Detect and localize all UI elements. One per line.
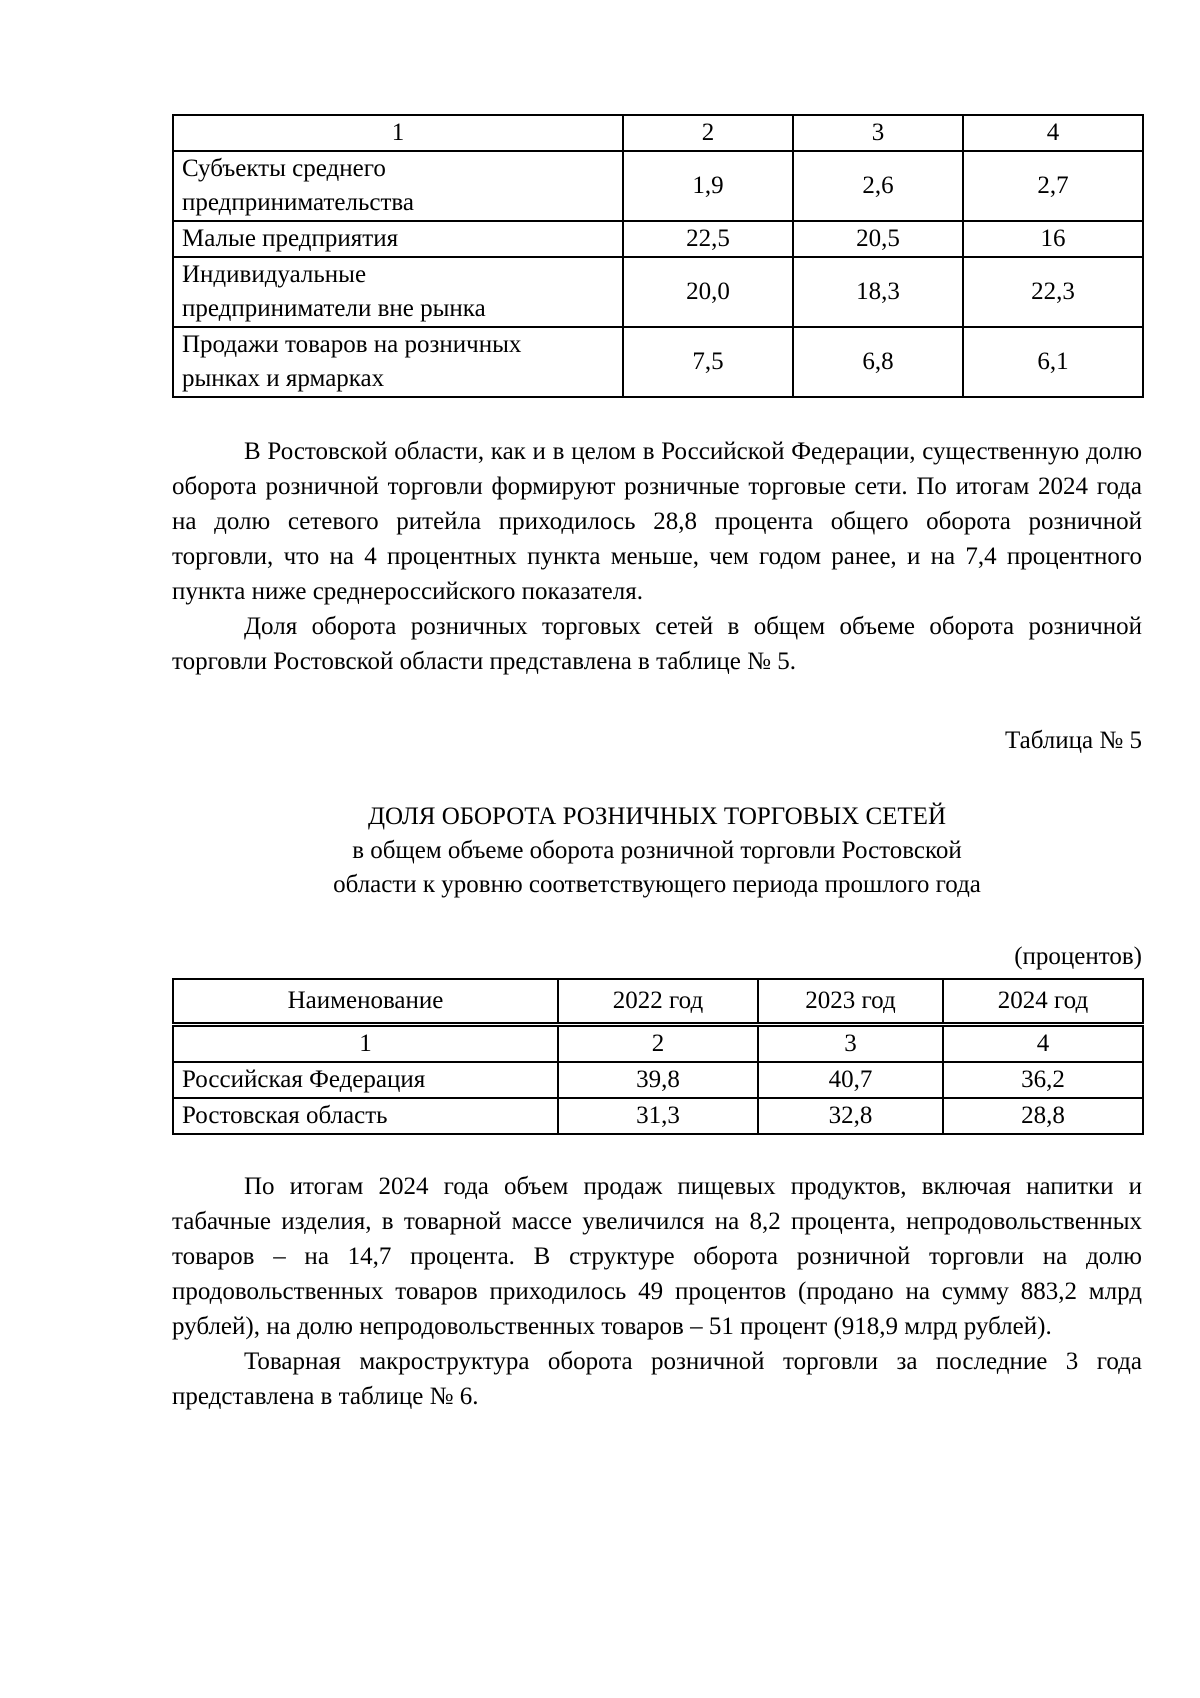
units-label: (процентов): [1014, 943, 1142, 970]
table-row: [173, 327, 1143, 397]
spacer: [172, 1135, 1142, 1169]
value-cell: 20,5: [793, 221, 963, 257]
table-row: [173, 151, 1143, 221]
value-cell: 6,1: [963, 327, 1143, 397]
table-row: [173, 1062, 1143, 1098]
table-numbering-row: [173, 1025, 1143, 1063]
row-name-cell: Российская Федерация: [173, 1062, 558, 1098]
table-row: [173, 257, 1143, 327]
row-name-line: Продажи товаров на розничных: [182, 331, 522, 358]
table-title-line: ДОЛЯ ОБОРОТА РОЗНИЧНЫХ ТОРГОВЫХ СЕТЕЙ: [367, 803, 947, 830]
table-title-line: области к уровню соответствующего периода прошлого года: [333, 871, 981, 898]
row-name-cell: Ростовская область: [173, 1098, 558, 1134]
row-name-cell: [173, 151, 623, 221]
table-5: [172, 978, 1144, 1135]
value-cell: 16: [963, 221, 1143, 257]
table-header-row: [173, 979, 1143, 1025]
body-paragraph: Доля оборота розничных торговых сетей в общем объеме оборота розничной торговли Ростовской области представлена в таблице № 5.: [172, 613, 1142, 675]
body-paragraph: Товарная макроструктура оборота розничной торговли за последние 3 года представлена в таблице № 6.: [172, 1348, 1142, 1410]
header-cell: 2022 год: [558, 979, 758, 1025]
column-number-cell: 1: [173, 1025, 558, 1063]
row-name-line: предприниматели вне рынка: [182, 295, 486, 322]
value-cell: 18,3: [793, 257, 963, 327]
header-cell: 2024 год: [943, 979, 1143, 1025]
table-continuation: [172, 114, 1144, 398]
table-title-line: в общем объеме оборота розничной торговли Ростовской: [352, 837, 962, 864]
value-cell: 6,8: [793, 327, 963, 397]
row-name-line: предпринимательства: [182, 189, 414, 216]
table-row: [173, 221, 1143, 257]
value-cell: 40,7: [758, 1062, 943, 1098]
row-name-cell: Малые предприятия: [173, 221, 623, 257]
value-cell: 20,0: [623, 257, 793, 327]
column-number-cell: 4: [963, 115, 1143, 151]
column-number-cell: 2: [558, 1025, 758, 1063]
value-cell: 36,2: [943, 1062, 1143, 1098]
value-cell: 28,8: [943, 1098, 1143, 1134]
column-number-cell: 2: [623, 115, 793, 151]
column-number-cell: 3: [793, 115, 963, 151]
value-cell: 32,8: [758, 1098, 943, 1134]
header-cell: Наименование: [173, 979, 558, 1025]
document-page: [172, 114, 1142, 1414]
row-name-cell: [173, 327, 623, 397]
row-name-line: Субъекты среднего: [182, 155, 386, 182]
table-title: [172, 800, 1142, 902]
row-name-line: Индивидуальные: [182, 261, 367, 288]
table-row: [173, 115, 1143, 151]
value-cell: 31,3: [558, 1098, 758, 1134]
body-paragraph: По итогам 2024 года объем продаж пищевых продуктов, включая напитки и табачные изделия, в товарной массе увеличился на 8,2 процента, непродовольственных товаров – на 14,7 процента. В структуре оборота розничной торговли на долю продовольственных товаров приходилось 49 процентов (продано на сумму 883,2 млрд рублей), на долю непродовольственных товаров – 51 процент (918,9 млрд рублей).: [172, 1173, 1142, 1340]
value-cell: 2,6: [793, 151, 963, 221]
value-cell: 39,8: [558, 1062, 758, 1098]
body-paragraph: В Ростовской области, как и в целом в Российской Федерации, существенную долю оборота розничной торговли формируют розничные торговые сети. По итогам 2024 года на долю сетевого ритейла приходилось 28,8 процента общего оборота розничной торговли, что на 4 процентных пункта меньше, чем годом ранее, и на 7,4 процентного пункта ниже среднероссийского показателя.: [172, 438, 1142, 605]
row-name-cell: [173, 257, 623, 327]
value-cell: 1,9: [623, 151, 793, 221]
value-cell: 22,3: [963, 257, 1143, 327]
value-cell: 2,7: [963, 151, 1143, 221]
column-number-cell: 3: [758, 1025, 943, 1063]
column-number-cell: 1: [173, 115, 623, 151]
spacer: [172, 398, 1142, 434]
value-cell: 7,5: [623, 327, 793, 397]
row-name-line: рынках и ярмарках: [182, 365, 385, 392]
column-number-cell: 4: [943, 1025, 1143, 1063]
table-number-label: Таблица № 5: [1004, 727, 1142, 754]
value-cell: 22,5: [623, 221, 793, 257]
header-cell: 2023 год: [758, 979, 943, 1025]
table-row: [173, 1098, 1143, 1134]
